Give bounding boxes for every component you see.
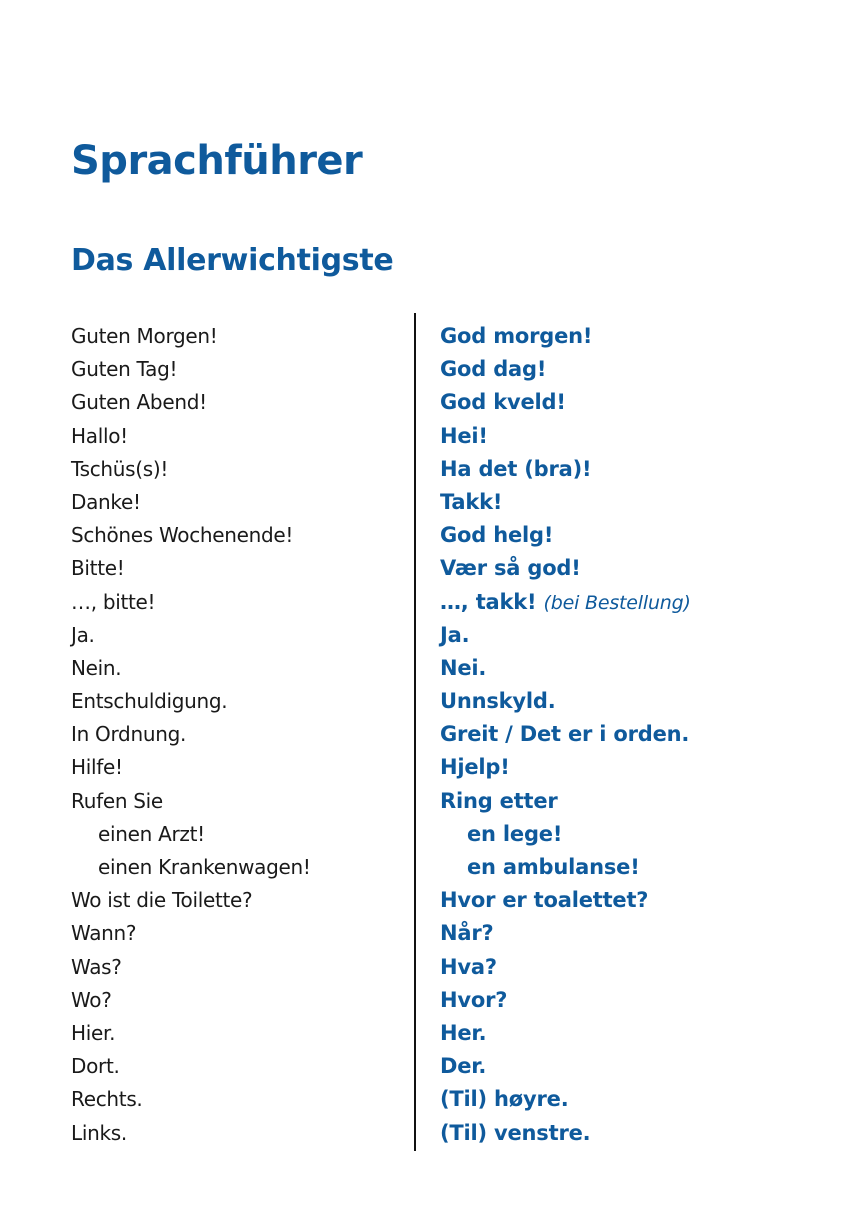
phrase-norwegian xyxy=(440,420,691,453)
phrase-german: Rufen Sie xyxy=(71,788,163,813)
phrase-norwegian-text: Nei. xyxy=(440,655,487,680)
phrase-norwegian xyxy=(440,751,691,784)
phrase-norwegian-text: Hvor? xyxy=(440,987,508,1012)
phrase-norwegian xyxy=(440,1083,691,1116)
phrase-german: Guten Morgen! xyxy=(71,324,218,348)
phrase-norwegian-text: Her. xyxy=(440,1020,487,1045)
phrase-norwegian xyxy=(440,552,691,585)
phrase-german: Wo ist die Toilette? xyxy=(71,888,253,913)
phrase-norwegian-text: God helg! xyxy=(440,523,554,548)
section-heading: Das Allerwichtigste xyxy=(71,243,394,278)
phrase-german: Guten Tag! xyxy=(71,357,178,382)
phrase-norwegian-text: Vær så god! xyxy=(440,556,581,581)
phrase-german: einen Krankenwagen! xyxy=(98,855,311,879)
phrase-norwegian xyxy=(440,486,691,519)
phrase-norwegian xyxy=(440,951,691,984)
phrase-norwegian-text: Hei! xyxy=(440,423,488,448)
phrase-norwegian xyxy=(440,619,691,652)
phrase-norwegian xyxy=(440,353,691,386)
phrase-norwegian xyxy=(440,685,691,718)
phrase-norwegian xyxy=(440,652,691,685)
page-title: Sprachführer xyxy=(71,138,363,184)
phrase-norwegian-text: en lege! xyxy=(467,821,563,846)
phrase-norwegian xyxy=(440,851,691,884)
phrase-german: Ja. xyxy=(71,622,95,647)
usage-note: (bei Bestellung) xyxy=(543,591,691,614)
phrase-german: Links. xyxy=(71,1120,127,1145)
phrase-norwegian xyxy=(440,519,691,552)
phrase-norwegian-text: en ambulanse! xyxy=(467,855,640,879)
phrase-norwegian-text: God kveld! xyxy=(440,390,566,415)
phrase-norwegian-text: Hvor er toalettet? xyxy=(440,888,649,913)
phrase-norwegian xyxy=(440,320,691,353)
phrase-german: Danke! xyxy=(71,489,141,514)
phrase-german: Entschuldigung. xyxy=(71,689,228,714)
phrase-norwegian xyxy=(440,917,691,950)
phrase-norwegian-text: Hva? xyxy=(440,954,497,979)
phrase-german: Dort. xyxy=(71,1054,120,1079)
phrase-german: Hier. xyxy=(71,1020,116,1045)
phrase-norwegian-text: Takk! xyxy=(440,489,503,514)
phrase-norwegian-text: God morgen! xyxy=(440,324,593,348)
phrase-german: In Ordnung. xyxy=(71,722,187,747)
phrase-norwegian-text: Der. xyxy=(440,1054,487,1079)
phrase-german: Hallo! xyxy=(71,423,128,448)
phrase-norwegian xyxy=(440,785,691,818)
phrase-norwegian-text: Greit / Det er i orden. xyxy=(440,722,690,747)
phrase-norwegian-text: Når? xyxy=(440,921,494,946)
column-divider xyxy=(414,313,416,1151)
phrase-norwegian-text: (Til) venstre. xyxy=(440,1120,591,1145)
phrase-norwegian xyxy=(440,586,691,619)
phrase-german: Guten Abend! xyxy=(71,390,207,415)
phrase-norwegian xyxy=(440,386,691,419)
phrase-german: einen Arzt! xyxy=(98,821,205,846)
phrase-norwegian-text: Ja. xyxy=(440,622,470,647)
phrase-norwegian xyxy=(440,1050,691,1083)
phrase-german: Wann? xyxy=(71,921,137,946)
phrase-german: Rechts. xyxy=(71,1087,143,1112)
phrase-norwegian-text: God dag! xyxy=(440,357,547,382)
phrase-german: Bitte! xyxy=(71,556,125,581)
phrase-norwegian-text: Ring etter xyxy=(440,788,558,813)
phrase-norwegian xyxy=(440,453,691,486)
phrase-norwegian-text: Unnskyld. xyxy=(440,689,556,714)
phrase-norwegian xyxy=(440,718,691,751)
phrase-norwegian xyxy=(440,884,691,917)
phrase-german: Hilfe! xyxy=(71,755,123,780)
phrase-german: …, bitte! xyxy=(71,589,156,614)
norwegian-column xyxy=(440,320,691,1150)
phrase-norwegian-text: (Til) høyre. xyxy=(440,1087,569,1112)
phrase-german: Wo? xyxy=(71,987,112,1012)
phrase-norwegian-text: …, takk! xyxy=(440,589,537,614)
german-column xyxy=(71,320,311,1150)
phrase-norwegian xyxy=(440,1117,691,1150)
phrase-german: Tschüs(s)! xyxy=(71,456,169,481)
phrase-norwegian xyxy=(440,984,691,1017)
phrase-german: Was? xyxy=(71,954,122,979)
phrase-german: Nein. xyxy=(71,655,122,680)
phrase-german: Schönes Wochenende! xyxy=(71,523,294,548)
phrase-norwegian xyxy=(440,1017,691,1050)
phrase-norwegian xyxy=(440,818,691,851)
phrase-norwegian-text: Hjelp! xyxy=(440,755,510,780)
phrase-norwegian-text: Ha det (bra)! xyxy=(440,456,592,481)
